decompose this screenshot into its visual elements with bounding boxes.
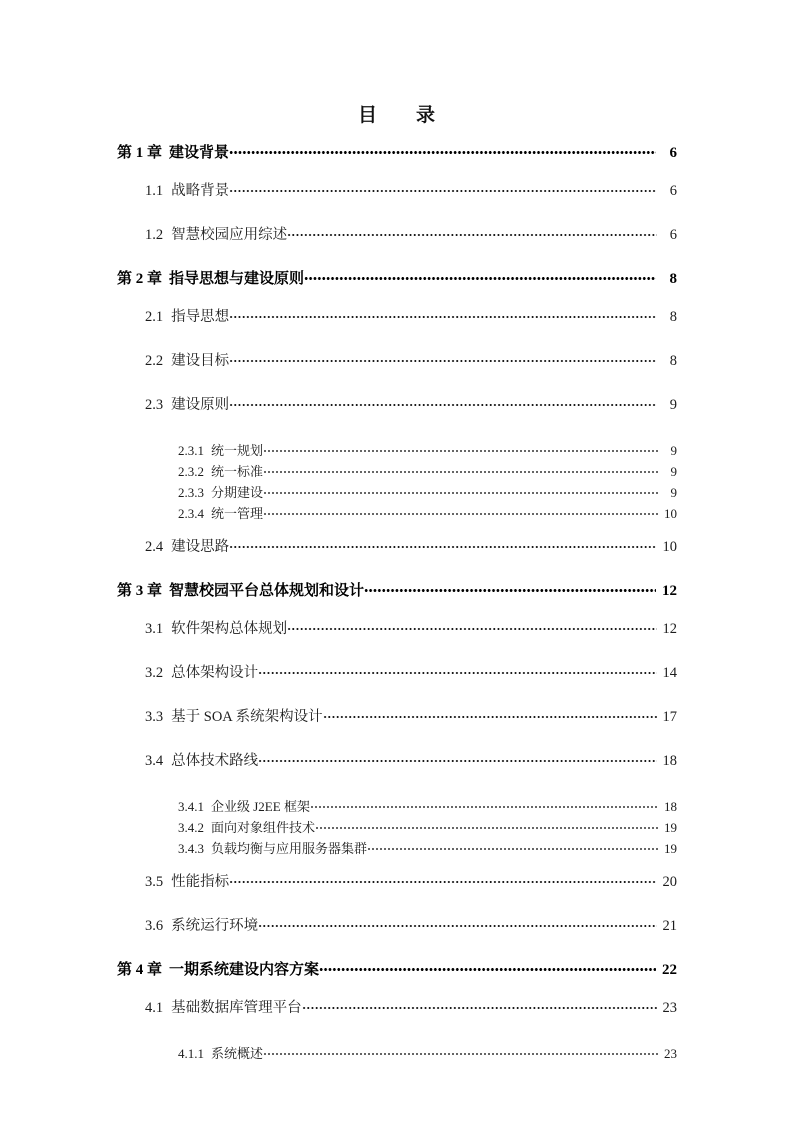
toc-entry-page-number: 23 [664,1046,677,1061]
toc-entry-text: 智慧校园平台总体规划和设计 [169,583,365,599]
toc-entry[interactable] [0,304,793,348]
toc-entry-label [178,482,263,503]
toc-entry-text: 智慧校园应用综述 [171,227,288,243]
toc-entry-page-number: 9 [670,464,677,479]
toc-entry[interactable] [0,578,793,616]
toc-entry-number: 第 2 章 [117,271,163,287]
toc-leader-dots [315,819,659,832]
toc-entry-page-number: 19 [664,841,677,856]
toc-entry-page-number: 20 [662,874,677,890]
table-of-contents [0,140,793,1064]
toc-entry-number: 2.2 [145,353,164,369]
toc-entry[interactable] [0,817,793,838]
page-title: 目 录 [357,105,445,126]
toc-entry[interactable] [0,266,793,304]
toc-entry-label [178,1043,263,1064]
toc-leader-dots [302,998,657,1013]
toc-leader-dots [319,959,656,974]
toc-entry-text: 战略背景 [171,183,230,199]
toc-entry-text: 一期系统建设内容方案 [169,962,320,978]
toc-entry-page-number: 9 [670,485,677,500]
toc-entry-label [145,178,229,204]
toc-entry-text: 企业级 J2EE 框架 [211,799,310,814]
toc-entry[interactable] [0,796,793,817]
toc-entry-page-number: 12 [662,621,677,637]
toc-entry[interactable] [0,461,793,482]
toc-entry[interactable] [0,838,793,859]
toc-entry-page-number: 6 [669,145,677,161]
toc-leader-dots [229,181,657,196]
toc-entry[interactable] [0,222,793,266]
toc-entry-number: 2.1 [145,309,164,325]
toc-entry-label [145,660,258,686]
toc-entry-page-number: 12 [662,583,677,599]
toc-entry-label [178,796,310,817]
toc-entry-text: 建设背景 [169,145,230,161]
toc-entry-text: 统一规划 [211,443,264,458]
toc-entry-text: 建设目标 [171,353,230,369]
toc-entry-text: 指导思想与建设原则 [169,271,305,287]
toc-entry-label [117,266,304,292]
toc-entry-label [145,222,287,248]
toc-entry-page-number: 6 [669,227,677,243]
toc-entry-number: 2.3.1 [178,443,204,458]
toc-entry-text: 基础数据库管理平台 [171,1000,302,1016]
toc-entry-page-number: 6 [669,183,677,199]
toc-leader-dots [258,663,657,678]
toc-leader-dots [287,619,657,634]
toc-entry-page-number: 10 [662,539,677,555]
toc-entry-number: 2.4 [145,539,164,555]
toc-entry-label [145,616,287,642]
toc-entry-page-number: 10 [664,506,677,521]
toc-entry-number: 4.1 [145,1000,164,1016]
toc-entry-number: 3.4.2 [178,820,204,835]
toc-entry[interactable] [0,957,793,995]
toc-entry-number: 3.2 [145,665,164,681]
toc-entry[interactable] [0,660,793,704]
toc-entry-text: 软件架构总体规划 [171,621,288,637]
toc-entry[interactable] [0,534,793,578]
toc-leader-dots [304,268,656,283]
toc-leader-dots [364,580,656,595]
toc-entry[interactable] [0,869,793,913]
toc-entry-label [178,440,263,461]
toc-entry-label [145,348,229,374]
toc-entry-number: 2.3.2 [178,464,204,479]
toc-entry-number: 第 4 章 [117,962,163,978]
toc-leader-dots [229,142,656,157]
toc-entry-page-number: 9 [670,443,677,458]
toc-entry-number: 1.1 [145,183,164,199]
toc-entry-number: 3.4 [145,753,164,769]
toc-leader-dots [263,442,659,455]
toc-leader-dots [258,751,657,766]
toc-entry-text: 性能指标 [171,874,230,890]
toc-entry-number: 第 3 章 [117,583,163,599]
toc-entry-number: 3.4.1 [178,799,204,814]
toc-entry[interactable] [0,913,793,957]
toc-entry-label [145,913,258,939]
toc-entry-number: 3.5 [145,874,164,890]
toc-entry-page-number: 22 [662,962,677,978]
toc-entry-page-number: 8 [669,271,677,287]
toc-entry-page-number: 21 [662,918,677,934]
toc-entry-page-number: 8 [669,353,677,369]
toc-leader-dots [310,798,659,811]
toc-entry-page-number: 19 [664,820,677,835]
toc-leader-dots [229,307,657,322]
toc-entry-label [145,869,229,895]
toc-entry-number: 3.6 [145,918,164,934]
toc-entry-page-number: 14 [662,665,677,681]
toc-entry-label [178,461,263,482]
toc-entry-text: 系统概述 [211,1046,264,1061]
toc-entry-label [117,578,364,604]
toc-entry-text: 面向对象组件技术 [211,820,316,835]
toc-entry-number: 4.1.1 [178,1046,204,1061]
toc-entry-label [145,748,258,774]
toc-entry-text: 总体架构设计 [171,665,259,681]
toc-leader-dots [323,707,657,722]
toc-entry-text: 指导思想 [171,309,230,325]
toc-leader-dots [229,351,657,366]
toc-entry[interactable] [0,482,793,503]
toc-leader-dots [263,463,659,476]
toc-entry-text: 总体技术路线 [171,753,259,769]
toc-entry-page-number: 8 [669,309,677,325]
toc-entry-text: 统一管理 [211,506,264,521]
toc-entry-number: 3.1 [145,621,164,637]
toc-entry[interactable] [0,503,793,524]
toc-leader-dots [258,916,657,931]
toc-entry-label [145,995,302,1021]
toc-entry-label [178,817,315,838]
toc-entry[interactable] [0,178,793,222]
toc-entry-number: 2.3.3 [178,485,204,500]
toc-entry-label [145,704,323,730]
toc-leader-dots [263,484,659,497]
toc-entry-label [117,140,229,166]
toc-entry[interactable] [0,140,793,178]
toc-entry[interactable] [0,704,793,748]
toc-entry-text: 系统运行环境 [171,918,259,934]
toc-entry-page-number: 23 [662,1000,677,1016]
toc-entry[interactable] [0,392,793,436]
toc-entry-text: 统一标准 [211,464,264,479]
toc-entry-text: 基于 SOA 系统架构设计 [171,709,323,725]
toc-entry[interactable] [0,748,793,792]
toc-entry-number: 1.2 [145,227,164,243]
toc-entry-page-number: 18 [662,753,677,769]
toc-entry-page-number: 17 [662,709,677,725]
toc-entry-page-number: 18 [664,799,677,814]
toc-entry-number: 3.3 [145,709,164,725]
toc-entry-text: 分期建设 [211,485,264,500]
toc-entry[interactable] [0,440,793,461]
toc-entry-label [145,392,229,418]
toc-entry-label [178,838,367,859]
toc-entry[interactable] [0,616,793,660]
toc-leader-dots [229,872,657,887]
toc-leader-dots [263,1045,659,1058]
toc-entry-number: 2.3 [145,397,164,413]
toc-entry-number: 第 1 章 [117,145,163,161]
toc-entry-label [178,503,263,524]
toc-entry-number: 3.4.3 [178,841,204,856]
toc-entry[interactable] [0,348,793,392]
toc-entry[interactable] [0,1043,793,1064]
toc-entry-text: 负载均衡与应用服务器集群 [211,841,368,856]
toc-entry-label [145,534,229,560]
toc-leader-dots [229,395,657,410]
toc-entry-text: 建设思路 [171,539,230,555]
toc-leader-dots [367,840,659,853]
toc-entry-label [117,957,319,983]
toc-leader-dots [229,537,657,552]
toc-entry-number: 2.3.4 [178,506,204,521]
toc-entry-text: 建设原则 [171,397,230,413]
toc-leader-dots [287,225,657,240]
toc-entry-label [145,304,229,330]
toc-entry-page-number: 9 [669,397,677,413]
toc-entry[interactable] [0,995,793,1039]
toc-leader-dots [263,505,659,518]
